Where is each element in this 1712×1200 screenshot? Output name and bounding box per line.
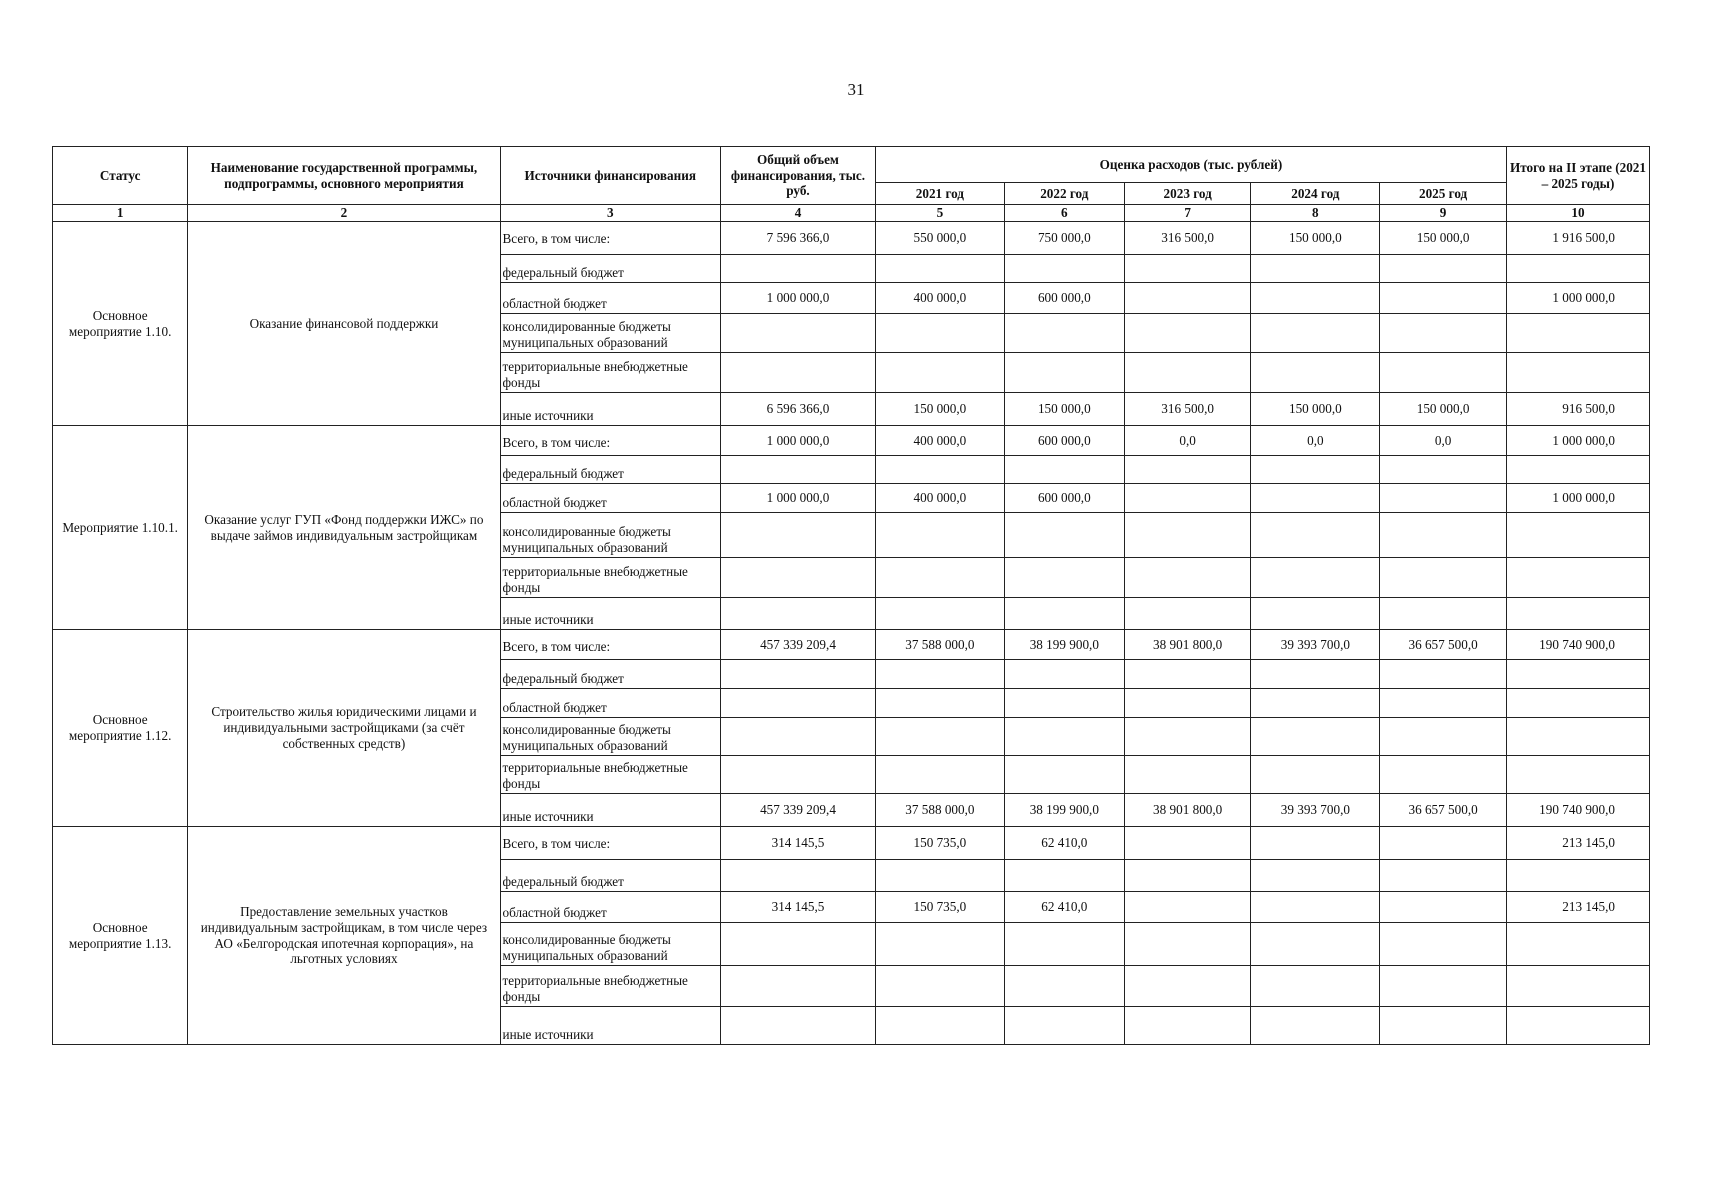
year-value-cell: 150 000,0 [1380,393,1507,426]
year-value-cell: 400 000,0 [875,484,1004,513]
year-value-cell [1251,892,1380,923]
year-value-cell: 150 000,0 [1251,222,1380,255]
year-value-cell [1124,558,1251,598]
header-sources: Источники финансирования [500,147,720,205]
total-volume-cell [721,689,876,718]
year-value-cell [1380,660,1507,689]
total-volume-cell: 314 145,5 [721,892,876,923]
year-value-cell [875,718,1004,756]
funding-source: территориальные внебюджетные фонды [500,353,720,393]
year-value-cell [1124,598,1251,630]
total-volume-cell [721,966,876,1007]
column-number: 2 [188,205,500,222]
year-value-cell [875,598,1004,630]
total-volume-cell: 457 339 209,4 [721,794,876,827]
funding-source: иные источники [500,794,720,827]
year-value-cell [1004,513,1124,558]
group-status: Основное мероприятие 1.10. [53,222,188,426]
funding-source: консолидированные бюджеты муниципальных образований [500,718,720,756]
header-name: Наименование государственной программы, подпрограммы, основного мероприятия [188,147,500,205]
funding-source: иные источники [500,1007,720,1045]
year-value-cell [1004,756,1124,794]
header-estimate: Оценка расходов (тыс. рублей) [875,147,1506,183]
year-value-cell [1251,660,1380,689]
year-value-cell: 0,0 [1251,426,1380,456]
year-value-cell [1124,660,1251,689]
year-value-cell [1124,1007,1251,1045]
year-value-cell: 316 500,0 [1124,222,1251,255]
year-value-cell [1124,756,1251,794]
stage-total-cell [1506,689,1649,718]
stage-total-cell [1506,966,1649,1007]
funding-source: Всего, в том числе: [500,222,720,255]
year-value-cell [1251,827,1380,860]
year-value-cell [1380,689,1507,718]
year-value-cell [1004,923,1124,966]
year-value-cell: 38 199 900,0 [1004,794,1124,827]
year-value-cell [1124,314,1251,353]
total-volume-cell [721,558,876,598]
year-value-cell: 38 199 900,0 [1004,630,1124,660]
funding-source: областной бюджет [500,283,720,314]
year-value-cell [1251,689,1380,718]
year-value-cell [875,513,1004,558]
stage-total-cell: 1 000 000,0 [1506,426,1649,456]
header-stage-total: Итого на II этапе (2021 – 2025 годы) [1506,147,1649,205]
year-value-cell [875,966,1004,1007]
year-value-cell [1380,966,1507,1007]
funding-source: областной бюджет [500,689,720,718]
year-value-cell [875,558,1004,598]
total-volume-cell: 7 596 366,0 [721,222,876,255]
year-value-cell [1004,598,1124,630]
year-value-cell [1251,718,1380,756]
year-value-cell [1004,718,1124,756]
year-value-cell [1004,860,1124,892]
year-value-cell [875,353,1004,393]
year-value-cell: 600 000,0 [1004,484,1124,513]
year-value-cell [875,660,1004,689]
year-value-cell: 39 393 700,0 [1251,630,1380,660]
year-value-cell [1380,1007,1507,1045]
stage-total-cell: 190 740 900,0 [1506,630,1649,660]
year-value-cell [875,923,1004,966]
total-volume-cell: 314 145,5 [721,827,876,860]
year-value-cell: 150 735,0 [875,892,1004,923]
year-value-cell [1380,718,1507,756]
stage-total-cell [1506,1007,1649,1045]
funding-source: Всего, в том числе: [500,630,720,660]
stage-total-cell: 213 145,0 [1506,892,1649,923]
year-value-cell [1004,689,1124,718]
stage-total-cell [1506,513,1649,558]
table-row [53,426,1650,456]
year-value-cell: 750 000,0 [1004,222,1124,255]
year-value-cell: 0,0 [1380,426,1507,456]
year-value-cell [1124,689,1251,718]
year-value-cell [1380,923,1507,966]
funding-source: территориальные внебюджетные фонды [500,966,720,1007]
total-volume-cell: 457 339 209,4 [721,630,876,660]
year-value-cell: 550 000,0 [875,222,1004,255]
year-value-cell [1251,923,1380,966]
year-value-cell [1251,966,1380,1007]
group-name: Оказание финансовой поддержки [188,222,500,426]
group-status: Мероприятие 1.10.1. [53,426,188,630]
funding-source: консолидированные бюджеты муниципальных образований [500,923,720,966]
total-volume-cell [721,513,876,558]
year-value-cell [1251,1007,1380,1045]
stage-total-cell [1506,558,1649,598]
funding-source: консолидированные бюджеты муниципальных образований [500,314,720,353]
year-value-cell [875,456,1004,484]
total-volume-cell [721,456,876,484]
year-value-cell [1124,484,1251,513]
year-value-cell [1124,353,1251,393]
year-value-cell [1380,456,1507,484]
funding-source: территориальные внебюджетные фонды [500,558,720,598]
year-value-cell [1124,456,1251,484]
year-value-cell [1380,353,1507,393]
table-row [53,630,1650,660]
stage-total-cell [1506,456,1649,484]
funding-source: областной бюджет [500,892,720,923]
year-value-cell: 150 000,0 [875,393,1004,426]
year-value-cell: 150 000,0 [1380,222,1507,255]
year-value-cell [1124,860,1251,892]
total-volume-cell: 1 000 000,0 [721,426,876,456]
total-volume-cell: 6 596 366,0 [721,393,876,426]
year-value-cell: 38 901 800,0 [1124,630,1251,660]
table-row [53,222,1650,255]
year-value-cell [1251,558,1380,598]
year-value-cell [1380,558,1507,598]
year-value-cell [1251,513,1380,558]
year-value-cell: 316 500,0 [1124,393,1251,426]
column-number: 8 [1251,205,1380,222]
year-value-cell [1251,283,1380,314]
year-value-cell [1124,827,1251,860]
column-number: 3 [500,205,720,222]
year-value-cell [1380,255,1507,283]
year-value-cell [1380,860,1507,892]
header-year-2023: 2023 год [1124,183,1251,205]
funding-source: федеральный бюджет [500,860,720,892]
group-name: Предоставление земельных участков индивидуальным застройщикам, в том числе через АО «Белгородская ипотечная корпорация», на льготных условиях [188,827,500,1045]
group-name: Оказание услуг ГУП «Фонд поддержки ИЖС» по выдаче займов индивидуальным застройщикам [188,426,500,630]
year-value-cell [1380,892,1507,923]
year-value-cell: 400 000,0 [875,283,1004,314]
year-value-cell [1004,966,1124,1007]
table-row [53,827,1650,860]
header-year-2021: 2021 год [875,183,1004,205]
stage-total-cell [1506,314,1649,353]
stage-total-cell: 213 145,0 [1506,827,1649,860]
year-value-cell [1251,353,1380,393]
funding-source: федеральный бюджет [500,660,720,689]
year-value-cell [1004,456,1124,484]
year-value-cell [1124,513,1251,558]
total-volume-cell [721,860,876,892]
total-volume-cell [721,718,876,756]
stage-total-cell [1506,718,1649,756]
total-volume-cell [721,923,876,966]
year-value-cell: 37 588 000,0 [875,630,1004,660]
column-number: 4 [721,205,876,222]
year-value-cell: 62 410,0 [1004,892,1124,923]
funding-source: областной бюджет [500,484,720,513]
group-name: Строительство жилья юридическими лицами и индивидуальными застройщиками (за счёт собственных средств) [188,630,500,827]
page-number: 31 [847,80,865,99]
year-value-cell: 600 000,0 [1004,283,1124,314]
year-value-cell [1251,484,1380,513]
year-value-cell [1380,756,1507,794]
column-number: 9 [1380,205,1507,222]
stage-total-cell [1506,756,1649,794]
year-value-cell [875,756,1004,794]
year-value-cell: 36 657 500,0 [1380,794,1507,827]
funding-source: федеральный бюджет [500,456,720,484]
year-value-cell [1380,314,1507,353]
stage-total-cell: 916 500,0 [1506,393,1649,426]
stage-total-cell [1506,860,1649,892]
header-status: Статус [53,147,188,205]
funding-source: Всего, в том числе: [500,827,720,860]
group-status: Основное мероприятие 1.12. [53,630,188,827]
stage-total-cell: 1 000 000,0 [1506,283,1649,314]
year-value-cell [1251,860,1380,892]
year-value-cell [1124,966,1251,1007]
year-value-cell: 39 393 700,0 [1251,794,1380,827]
year-value-cell [1380,283,1507,314]
year-value-cell: 150 000,0 [1251,393,1380,426]
year-value-cell [875,314,1004,353]
stage-total-cell [1506,255,1649,283]
year-value-cell: 37 588 000,0 [875,794,1004,827]
column-number: 1 [53,205,188,222]
total-volume-cell [721,598,876,630]
stage-total-cell: 1 916 500,0 [1506,222,1649,255]
column-numbers-row [53,205,1650,222]
funding-source: иные источники [500,598,720,630]
year-value-cell [1251,598,1380,630]
year-value-cell [1004,353,1124,393]
group-status: Основное мероприятие 1.13. [53,827,188,1045]
header-year-2025: 2025 год [1380,183,1507,205]
total-volume-cell [721,756,876,794]
year-value-cell: 400 000,0 [875,426,1004,456]
year-value-cell: 600 000,0 [1004,426,1124,456]
header-year-2024: 2024 год [1251,183,1380,205]
year-value-cell [1124,892,1251,923]
stage-total-cell: 190 740 900,0 [1506,794,1649,827]
year-value-cell: 150 000,0 [1004,393,1124,426]
funding-source: федеральный бюджет [500,255,720,283]
year-value-cell [875,689,1004,718]
year-value-cell [1380,598,1507,630]
funding-source: консолидированные бюджеты муниципальных образований [500,513,720,558]
year-value-cell [1251,255,1380,283]
financing-table [52,146,1650,1045]
stage-total-cell: 1 000 000,0 [1506,484,1649,513]
year-value-cell [1004,558,1124,598]
year-value-cell [1380,484,1507,513]
year-value-cell [1124,255,1251,283]
year-value-cell [1251,456,1380,484]
year-value-cell [1004,255,1124,283]
total-volume-cell [721,353,876,393]
column-number: 7 [1124,205,1251,222]
year-value-cell: 0,0 [1124,426,1251,456]
year-value-cell: 62 410,0 [1004,827,1124,860]
stage-total-cell [1506,660,1649,689]
year-value-cell [1124,923,1251,966]
year-value-cell [1124,283,1251,314]
stage-total-cell [1506,923,1649,966]
year-value-cell [1004,314,1124,353]
column-number: 10 [1506,205,1649,222]
total-volume-cell [721,660,876,689]
column-number: 5 [875,205,1004,222]
column-number: 6 [1004,205,1124,222]
funding-source: Всего, в том числе: [500,426,720,456]
funding-source: иные источники [500,393,720,426]
stage-total-cell [1506,353,1649,393]
year-value-cell [1251,756,1380,794]
year-value-cell [1004,660,1124,689]
total-volume-cell [721,255,876,283]
year-value-cell: 150 735,0 [875,827,1004,860]
year-value-cell [1004,1007,1124,1045]
year-value-cell [1251,314,1380,353]
year-value-cell: 36 657 500,0 [1380,630,1507,660]
stage-total-cell [1506,598,1649,630]
total-volume-cell [721,314,876,353]
total-volume-cell: 1 000 000,0 [721,283,876,314]
year-value-cell: 38 901 800,0 [1124,794,1251,827]
total-volume-cell [721,1007,876,1045]
header-total-volume: Общий объем финансирования, тыс. руб. [721,147,876,205]
year-value-cell [1124,718,1251,756]
year-value-cell [875,1007,1004,1045]
year-value-cell [875,860,1004,892]
year-value-cell [875,255,1004,283]
year-value-cell [1380,827,1507,860]
total-volume-cell: 1 000 000,0 [721,484,876,513]
funding-source: территориальные внебюджетные фонды [500,756,720,794]
year-value-cell [1380,513,1507,558]
header-year-2022: 2022 год [1004,183,1124,205]
